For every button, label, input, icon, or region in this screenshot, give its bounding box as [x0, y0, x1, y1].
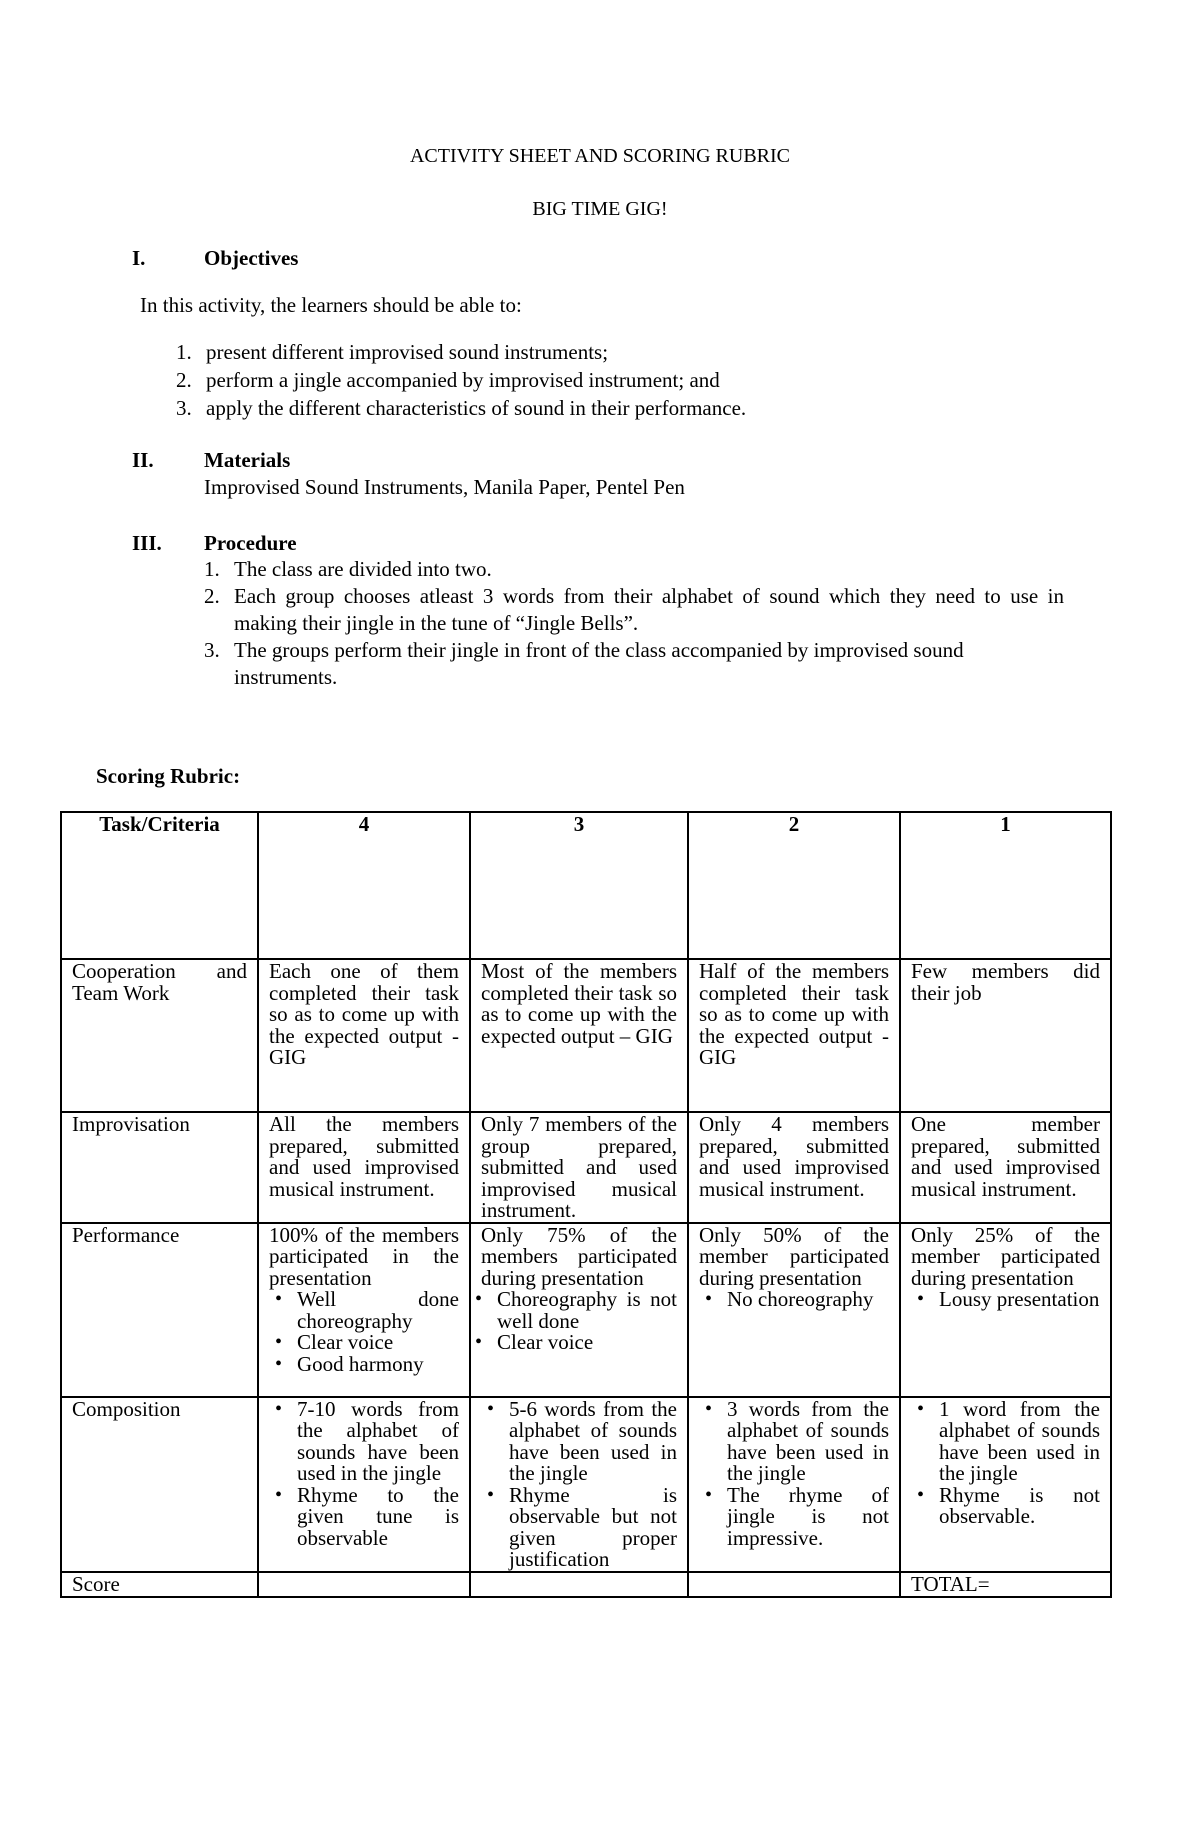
rubric-cell: One member prepared, submitted and used improvised musical instrument. [900, 1112, 1111, 1223]
list-item: • The rhyme of jingle is not impressive. [727, 1485, 889, 1550]
rubric-label: Scoring Rubric: [96, 764, 241, 788]
rubric-cell [258, 1397, 470, 1572]
criteria-cell: Performance [61, 1223, 258, 1397]
score-cell-2[interactable] [688, 1572, 900, 1597]
list-item: 1. The class are divided into two. [204, 557, 492, 581]
bullet-list [269, 1289, 459, 1375]
list-item: 2. Each group chooses atleast 3 words from their alphabet of sound which they need to use in making their jingle in the tune of “Jingle Bells”. [204, 584, 1064, 635]
list-item: • Rhyme to the given tune is observable [297, 1485, 459, 1550]
objectives-numeral: I. [132, 246, 146, 270]
list-item: • 5-6 words from the alphabet of sounds have been used in the jingle [509, 1399, 677, 1485]
rubric-cell: Each one of them completed their task so as to come up with the expected output - GIG [258, 959, 470, 1112]
scoring-rubric-table [60, 811, 1112, 1598]
criteria-cell: Cooperation and Team Work [61, 959, 258, 1112]
list-item: • Clear voice [497, 1332, 677, 1354]
list-item: 3. apply the different characteristics of sound in their performance. [176, 396, 747, 420]
document-subtitle: BIG TIME GIG! [532, 198, 668, 220]
list-item: • Well done choreography [297, 1289, 459, 1332]
list-item: • Lousy presentation [939, 1289, 1100, 1311]
cell-text: Only 25% of the member participated during presentation [911, 1222, 1100, 1290]
list-item: • 3 words from the alphabet of sounds have been used in the jingle [727, 1399, 889, 1485]
list-item: • No choreography [727, 1289, 889, 1311]
list-item: • 1 word from the alphabet of sounds have been used in the jingle [939, 1399, 1100, 1485]
score-label: Score [61, 1572, 258, 1597]
list-item: • Rhyme is not observable. [939, 1485, 1100, 1528]
score-cell-3[interactable] [470, 1572, 688, 1597]
bullet-list [699, 1396, 889, 1550]
list-item: 3. The groups perform their jingle in front of the class accompanied by improvised sound instruments. [204, 638, 964, 689]
procedure-list [204, 556, 1064, 691]
procedure-numeral: III. [132, 531, 162, 555]
bullet-list [911, 1289, 1100, 1311]
rubric-cell: Half of the members completed their task so as to come up with the expected output - GIG [688, 959, 900, 1112]
objectives-heading: Objectives [204, 246, 299, 270]
rubric-cell [470, 1397, 688, 1572]
rubric-cell [688, 1397, 900, 1572]
cell-text: Only 75% of the members participated during presentation [481, 1222, 677, 1290]
rubric-cell [688, 1223, 900, 1397]
materials-heading: Materials [204, 448, 291, 472]
rubric-cell: Only 4 members prepared, submitted and used improvised musical instrument. [688, 1112, 900, 1223]
rubric-cell: Few members did their job [900, 959, 1111, 1112]
table-row [61, 1223, 1111, 1397]
materials-text: Improvised Sound Instruments, Manila Paper, Pentel Pen [204, 475, 685, 499]
materials-numeral: II. [132, 448, 154, 472]
bullet-list [481, 1289, 677, 1354]
rubric-cell [470, 1223, 688, 1397]
list-item: • Clear voice [297, 1332, 459, 1354]
list-item: • Choreography is not well done [497, 1289, 677, 1332]
rubric-cell [258, 1223, 470, 1397]
list-item: • Good harmony [297, 1354, 459, 1376]
table-row [61, 1112, 1111, 1223]
criteria-cell: Composition [61, 1397, 258, 1572]
cell-text: 100% of the members participated in the presentation [269, 1222, 459, 1290]
rubric-cell: Most of the members completed their task so as to come up with the expected output – GIG [470, 959, 688, 1112]
rubric-cell: Only 7 members of the group prepared, submitted and used improvised musical instrument. [470, 1112, 688, 1223]
list-item: • Rhyme is observable but not given proper justification [509, 1485, 677, 1571]
table-row [61, 1397, 1111, 1572]
table-row [61, 959, 1111, 1112]
list-item: 1. present different improvised sound instruments; [176, 340, 609, 364]
bullet-list [911, 1396, 1100, 1528]
rubric-cell [900, 1397, 1111, 1572]
criteria-cell: Improvisation [61, 1112, 258, 1223]
header-criteria: Task/Criteria [61, 812, 258, 959]
header-score-3: 3 [470, 812, 688, 959]
document-title: ACTIVITY SHEET AND SCORING RUBRIC [409, 145, 791, 167]
header-score-1: 1 [900, 812, 1111, 959]
objectives-list [176, 338, 876, 422]
bullet-list [269, 1396, 459, 1550]
score-row [61, 1572, 1111, 1597]
list-item: 2. perform a jingle accompanied by improvised instrument; and [176, 368, 720, 392]
table-header-row [61, 812, 1111, 959]
procedure-heading: Procedure [204, 531, 297, 555]
cell-text: Only 50% of the member participated during presentation [699, 1222, 889, 1290]
score-cell-4[interactable] [258, 1572, 470, 1597]
total-cell[interactable]: TOTAL= [900, 1572, 1111, 1597]
list-item: • 7-10 words from the alphabet of sounds have been used in the jingle [297, 1399, 459, 1485]
header-score-2: 2 [688, 812, 900, 959]
rubric-cell [900, 1223, 1111, 1397]
objectives-intro: In this activity, the learners should be able to: [140, 293, 522, 317]
bullet-list [481, 1396, 677, 1571]
header-score-4: 4 [258, 812, 470, 959]
bullet-list [699, 1289, 889, 1311]
rubric-cell: All the members prepared, submitted and used improvised musical instrument. [258, 1112, 470, 1223]
